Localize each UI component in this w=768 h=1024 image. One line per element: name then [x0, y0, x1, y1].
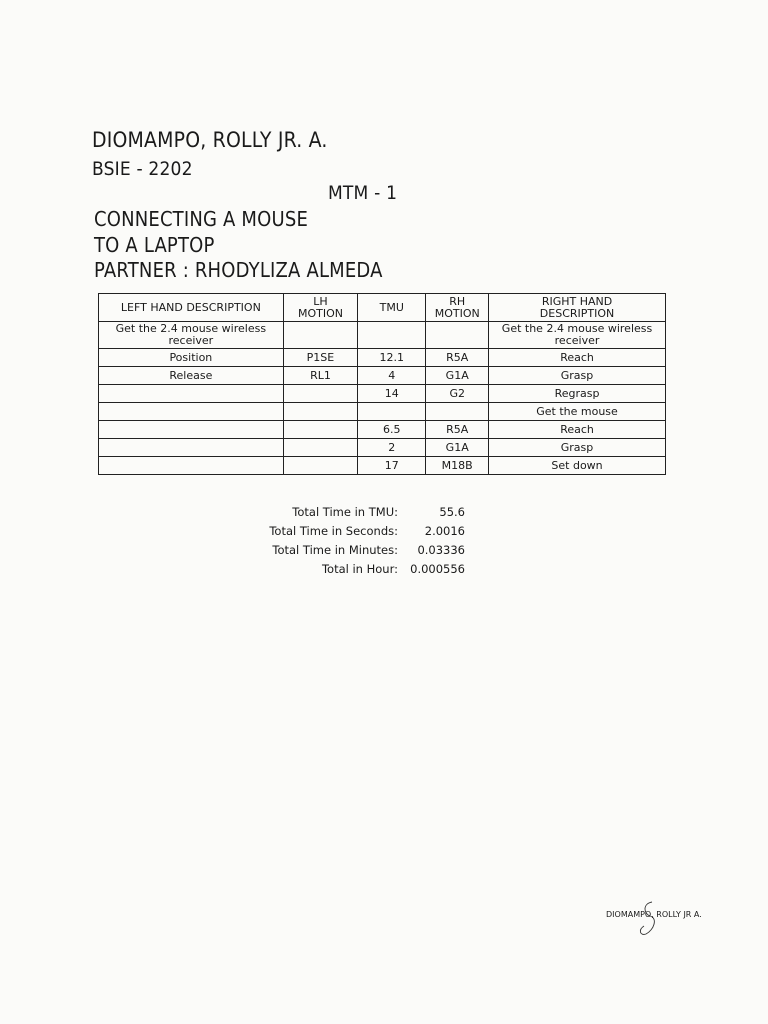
left-description-cell — [99, 403, 284, 421]
lh-motion-cell — [283, 421, 357, 439]
right-description-cell: Get the mouse — [489, 403, 666, 421]
total-tmu-value: 55.6 — [439, 505, 465, 519]
rh-motion-cell: G1A — [426, 439, 489, 457]
table-row — [99, 349, 666, 367]
left-description-cell — [99, 421, 284, 439]
lh-motion-cell: P1SE — [283, 349, 357, 367]
total-tmu-label: Total Time in TMU: — [292, 505, 398, 519]
lh-motion-cell — [283, 385, 357, 403]
tmu-cell: 17 — [358, 457, 426, 475]
header-tmu: TMU — [358, 294, 426, 322]
left-description-cell: Position — [99, 349, 284, 367]
rh-motion-cell: G1A — [426, 367, 489, 385]
table-row — [99, 403, 666, 421]
tmu-cell: 14 — [358, 385, 426, 403]
table-row — [99, 322, 666, 349]
left-description-cell: Get the 2.4 mouse wireless receiver — [99, 322, 284, 349]
right-description-cell: Grasp — [489, 367, 666, 385]
tmu-cell: 2 — [358, 439, 426, 457]
rh-motion-cell: R5A — [426, 349, 489, 367]
table-row — [99, 385, 666, 403]
section-code: BSIE - 2202 — [92, 158, 193, 180]
left-description-cell — [99, 385, 284, 403]
rh-motion-cell: M18B — [426, 457, 489, 475]
table-row — [99, 457, 666, 475]
total-minutes-value: 0.03336 — [417, 543, 465, 557]
header-rh-motion: RH MOTION — [426, 294, 489, 322]
signature-name: DIOMAMPO, ROLLY JR A. — [606, 910, 702, 919]
left-description-cell — [99, 457, 284, 475]
header-right-description: RIGHT HAND DESCRIPTION — [489, 294, 666, 322]
lh-motion-cell — [283, 439, 357, 457]
topic-line-2: TO A LAPTOP — [94, 233, 215, 257]
total-seconds-label: Total Time in Seconds: — [269, 524, 398, 538]
lh-motion-cell: RL1 — [283, 367, 357, 385]
rh-motion-cell: G2 — [426, 385, 489, 403]
mtm-table — [98, 293, 666, 475]
total-minutes-label: Total Time in Minutes: — [272, 543, 398, 557]
right-description-cell: Reach — [489, 349, 666, 367]
table-header-row — [99, 294, 666, 322]
rh-motion-cell — [426, 403, 489, 421]
lh-motion-cell — [283, 322, 357, 349]
table-row — [99, 367, 666, 385]
rh-motion-cell: R5A — [426, 421, 489, 439]
tmu-cell: 4 — [358, 367, 426, 385]
tmu-cell — [358, 322, 426, 349]
right-description-cell: Regrasp — [489, 385, 666, 403]
partner-name: PARTNER : RHODYLIZA ALMEDA — [94, 258, 383, 282]
table-row — [99, 439, 666, 457]
left-description-cell — [99, 439, 284, 457]
right-description-cell: Grasp — [489, 439, 666, 457]
right-description-cell: Reach — [489, 421, 666, 439]
tmu-cell: 6.5 — [358, 421, 426, 439]
topic-line-1: CONNECTING A MOUSE — [94, 207, 309, 231]
left-description-cell: Release — [99, 367, 284, 385]
rh-motion-cell — [426, 322, 489, 349]
student-name: DIOMAMPO, ROLLY JR. A. — [92, 128, 328, 152]
lh-motion-cell — [283, 457, 357, 475]
lh-motion-cell — [283, 403, 357, 421]
right-description-cell: Set down — [489, 457, 666, 475]
tmu-cell — [358, 403, 426, 421]
right-description-cell: Get the 2.4 mouse wireless receiver — [489, 322, 666, 349]
tmu-cell: 12.1 — [358, 349, 426, 367]
total-hour-value: 0.000556 — [410, 562, 465, 576]
total-seconds-value: 2.0016 — [424, 524, 465, 538]
table-row — [99, 421, 666, 439]
header-left-description: LEFT HAND DESCRIPTION — [99, 294, 284, 322]
header-lh-motion: LH MOTION — [283, 294, 357, 322]
form-title: MTM - 1 — [328, 182, 398, 204]
total-hour-label: Total in Hour: — [321, 562, 398, 576]
